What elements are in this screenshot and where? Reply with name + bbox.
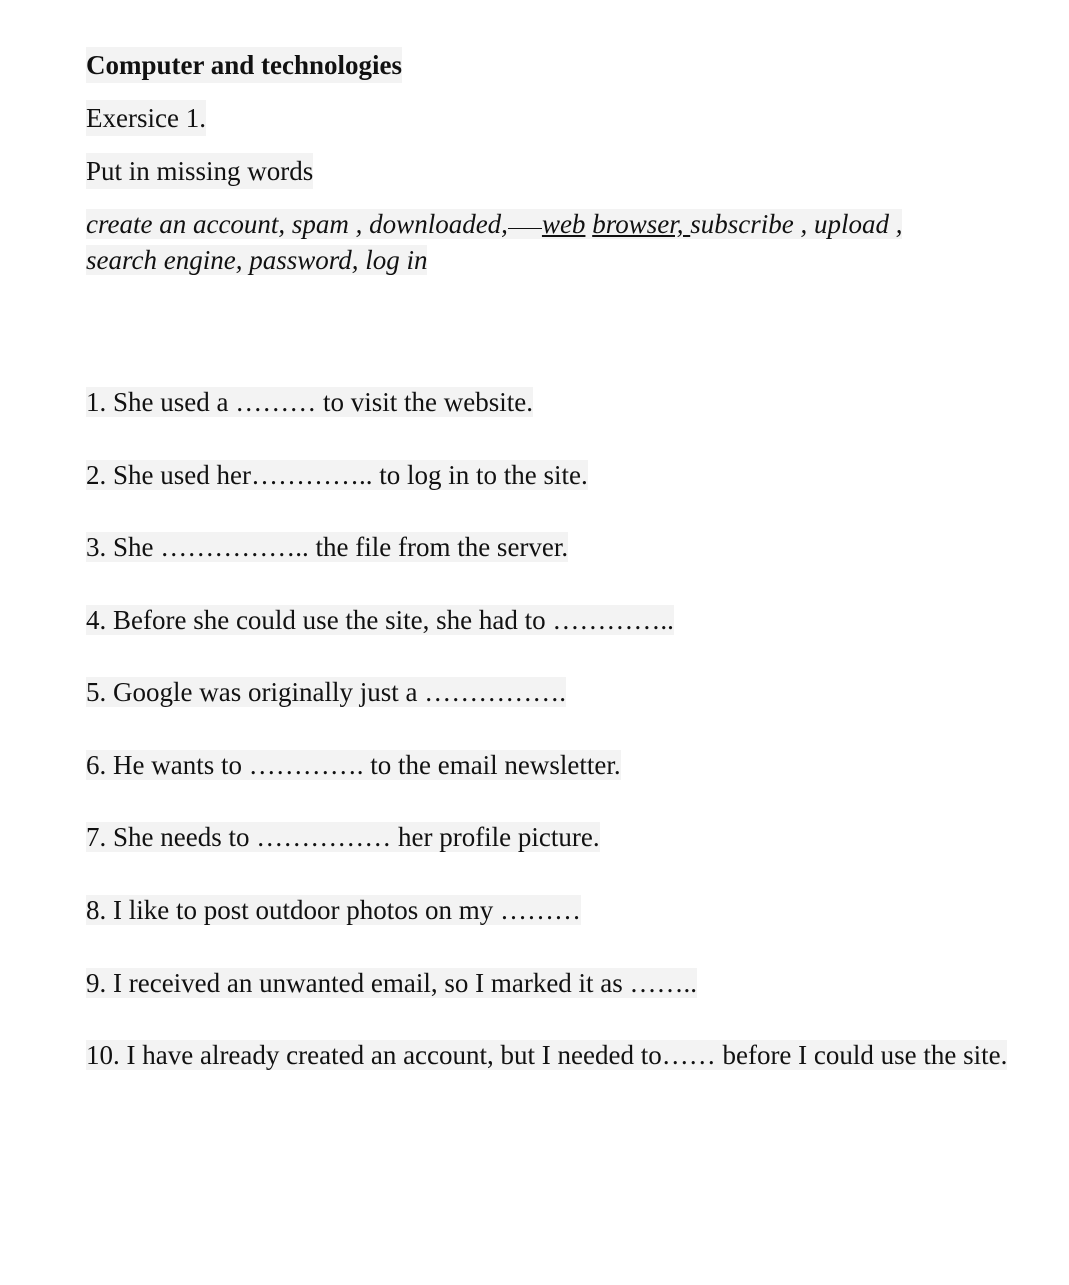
question-text: 4. Before she could use the site, she had to ………….. [86,605,674,635]
question-text: 10. I have already created an account, but I needed to…… before I could use the site. [86,1040,1008,1070]
word-bank [86,206,902,278]
word-bank-part-b: subscribe , upload , [690,209,903,239]
question-3 [86,529,568,565]
question-1 [86,384,533,420]
question-text: 3. She …………….. the file from the server. [86,532,569,562]
word-bank-line-1 [86,209,902,239]
question-9 [86,965,697,1001]
question-8 [86,892,581,928]
question-text: 1. She used a ……… to visit the website. [86,387,533,417]
question-10 [86,1037,1046,1073]
question-text: 8. I like to post outdoor photos on my ……… [86,895,581,925]
word-bank-underline-gap [508,227,542,229]
exercise-label: Exersice 1. [86,100,206,136]
word-bank-line-2: search engine, password, log in [86,245,428,275]
question-2 [86,457,588,493]
word-bank-part-a: create an account, spam , downloaded, [86,209,508,239]
question-text: 5. Google was originally just a ……………. [86,677,566,707]
question-4 [86,602,674,638]
question-6 [86,747,621,783]
question-text: 9. I received an unwanted email, so I marked it as …….. [86,968,698,998]
question-text: 2. She used her………….. to log in to the site. [86,460,588,490]
word-bank-word-web: web [541,209,586,239]
instruction-text: Put in missing words [86,153,313,189]
question-text: 6. He wants to …………. to the email newsletter. [86,750,621,780]
question-text: 7. She needs to …………… her profile picture. [86,822,600,852]
question-5 [86,674,566,710]
word-bank-word-browser: browser, [592,209,691,239]
question-7 [86,819,600,855]
page-title: Computer and technologies [86,47,402,83]
